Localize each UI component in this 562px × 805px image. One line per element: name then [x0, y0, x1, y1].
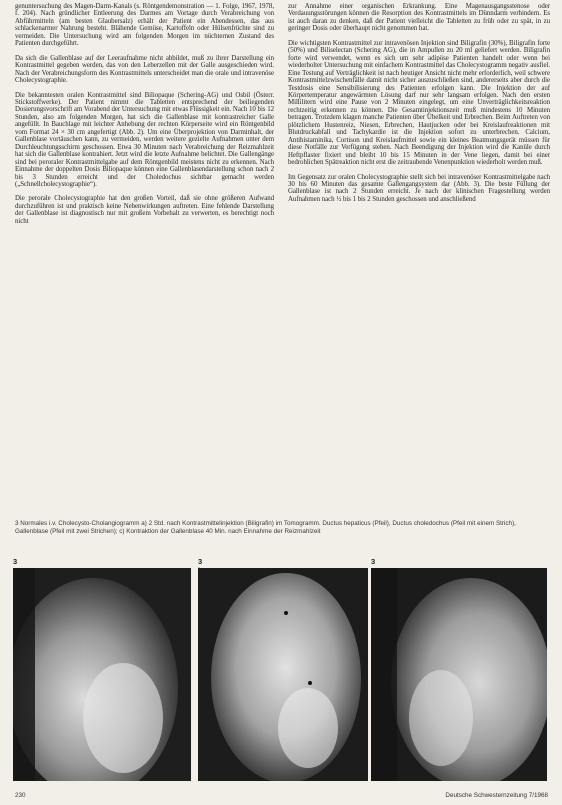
figure-label: 3	[371, 557, 376, 566]
page-number: 230	[15, 792, 26, 799]
journal-footer: Deutsche Schwesternzeitung 7/1968	[445, 792, 548, 799]
text-column-right	[288, 3, 550, 210]
xray-image	[198, 568, 368, 781]
paragraph: Da sich die Gallenblase auf der Leeraufnahme nicht abbildet, muß zu ihrer Darstellung ein Kontrastmittel gegeben werden, das von den Leberzellen mit der Galle ausgeschieden wird. Nach der Verabreichungsform des Kontrastmittels unterscheidet man die orale und intravenöse Cholecystographie.	[15, 54, 274, 85]
paragraph: genuntersuchung des Magen-Darm-Kanals (s. Röntgendemonstration — 1. Folge, 1967, 1978, f. 204). Nach gründlicher Entleerung des Darmes am Vortage durch Verabreichung von Abführmitteln (am besten Glaubersalz) erhält der Patient ein Abendessen, das aus schlackenarmer Nahrung besteht. Blähende Gemüse, Kartoffeln oder Hülsenfrüchte sind zu vermeiden. Die Untersuchung wird am folgenden Morgen im nüchternen Zustand des Patienten durchgeführt.	[15, 3, 274, 48]
paragraph: Die perorale Cholecystographie hat den großen Vorteil, daß sie ohne größeren Aufwand durchzuführen ist und praktisch keine Nebenwirkungen auftreten. Eine fehlende Darstellung der Gallenblase ist diagnostisch nur mit großem Vorbehalt zu verwerten, es berechtigt noch nicht	[15, 195, 274, 225]
figure-label: 3	[198, 557, 203, 566]
paragraph: zur Annahme einer organischen Erkrankung. Eine Magenausgangsstenose oder Verdauungsstörungen können die Resorption des Kontrastmittels im Dünndarm verhindern. Es ist auch daran zu denken, daß der Patient vielleicht die Tabletten zu früh oder zu spät, in zu geringer Dosis oder überhaupt nicht genommen hat.	[288, 3, 550, 33]
paragraph: Die bekanntesten oralen Kontrastmittel sind Biliopaque (Schering-AG) und Osbil (Österr. Stickstoffwerke). Der Patient nimmt die Tabletten entsprechend der beiliegenden Dosierungsvorschrift am Vorabend der Untersuchung mit etwas Flüssigkeit ein. Nach 10 bis 12 Stunden, also am folgenden Morgen, hat sich die Gallenblase mit kontrastreicher Galle angefüllt. In Bauchlage mit leichter Anhebung der rechten Körperseite wird ein Röntgenbild vom Format 24 × 30 cm angefertigt (Abb. 2). Um eine Überprojektion von Darminhalt, der Gallenblase vortäuschen kann, zu vermeiden, werden weitere gezielte Aufnahmen unter dem Durchleuchtungsschirm geschossen. Etwa 30 Minuten nach Verabreichung der Reizmahlzeit hat sich die Gallenblase kontrahiert. Jetzt wird die letzte Aufnahme belichtet. Die Gallengänge sind bei peroraler Kontrastmittelgabe auf dem Röntgenbild meistens nicht zu erkennen. Nach Einnahme der doppelten Dosis Biliopaque können eine Gallenblasendarstellung schon nach 2 bis 3 Stunden erreicht und der Choledochus sichtbar gemacht werden („Schnellcholecystographie“).	[15, 91, 274, 188]
text-column-left	[15, 3, 274, 232]
xray-image	[371, 568, 547, 781]
xray-image	[13, 568, 191, 781]
figure-caption: 3 Normales i.v. Cholecysto-Cholangiogramm a) 2 Std. nach Kontrastmittelinjektion (Biligrafin) im Tomogramm. Ductus hepaticus (Pfeil), Ductus choledochus (Pfeil mit einem Strich), Gallenblase (Pfeil mit zwei Strichen); c) Kontraktion der Gallenblase 40 Min. nach Einnahme der Reizmahlzeit	[15, 520, 516, 536]
figure-label: 3	[13, 557, 18, 566]
paragraph: Die wichtigsten Kontrastmittel zur intravenösen Injektion sind Biligrafin (30%), Biligrafin forte (50%) und Biliselectan (Schering AG), die in Ampullen zu 20 ml geliefert werden. Biligrafin forte wird verwendet, wenn es sich um sehr adipöse Patienten handelt oder wenn bei wiederholter Untersuchung mit einfachem Kontrastmittel das Cholecystogramm negativ ausfiel. Eine Testung auf Verträglichkeit ist nach heutiger Ansicht nicht mehr erforderlich, weil schwere Kontrastmittelzwischenfälle damit nicht sicher auszuschließen sind, andererseits aber durch die Testdosis eine Sensibilisierung des Patienten erfolgen kann. Die Injektion der auf Körpertemperatur angewärmten Lösung darf nur sehr langsam erfolgen. Nach den ersten Millilitern wird eine Pause von 2 Minuten eingelegt, um eine Unverträglichkeitsreaktion rechtzeitig erkennen zu können. Die Gesamtinjektionszeit muß mindestens 10 Minuten betragen. Trotzdem klagen manche Patienten über Übelkeit und Erbrechen. Beim Auftreten von plötzlichem Hustenreiz, Niesen, Erbrechen, Hautjucken oder bei Kreislaufreaktionen mit Blutdruckabfall und Tachykardie ist die Injektion sofort zu unterbrechen. Calcium, Antihistaminika, Cortison und Kreislaufmittel sowie ein kleines Beatmungsgerät müssen für diese Notfälle zur Verfügung stehen. Nach Beendigung der Injektion wird die Kanüle durch Heftpflaster fixiert und bleibt 10 bis 15 Minuten in der Vene liegen, damit bei einer bedrohlichen Spätreaktion nicht erst die zeitraubende Venenpunktion wiederholt werden muß.	[288, 39, 550, 167]
paragraph: Im Gegensatz zur oralen Cholecystographie stellt sich bei intravenöser Kontrastmittelgabe nach 30 bis 60 Minuten das gesamte Gallengangsystem dar (Abb. 3). Die beste Füllung der Gallenblase ist nach 2 Stunden erreicht. Je nach der klinischen Fragestellung werden Aufnahmen nach ½ bis 1 bis 2 Stunden geschossen und anschließend	[288, 173, 550, 203]
